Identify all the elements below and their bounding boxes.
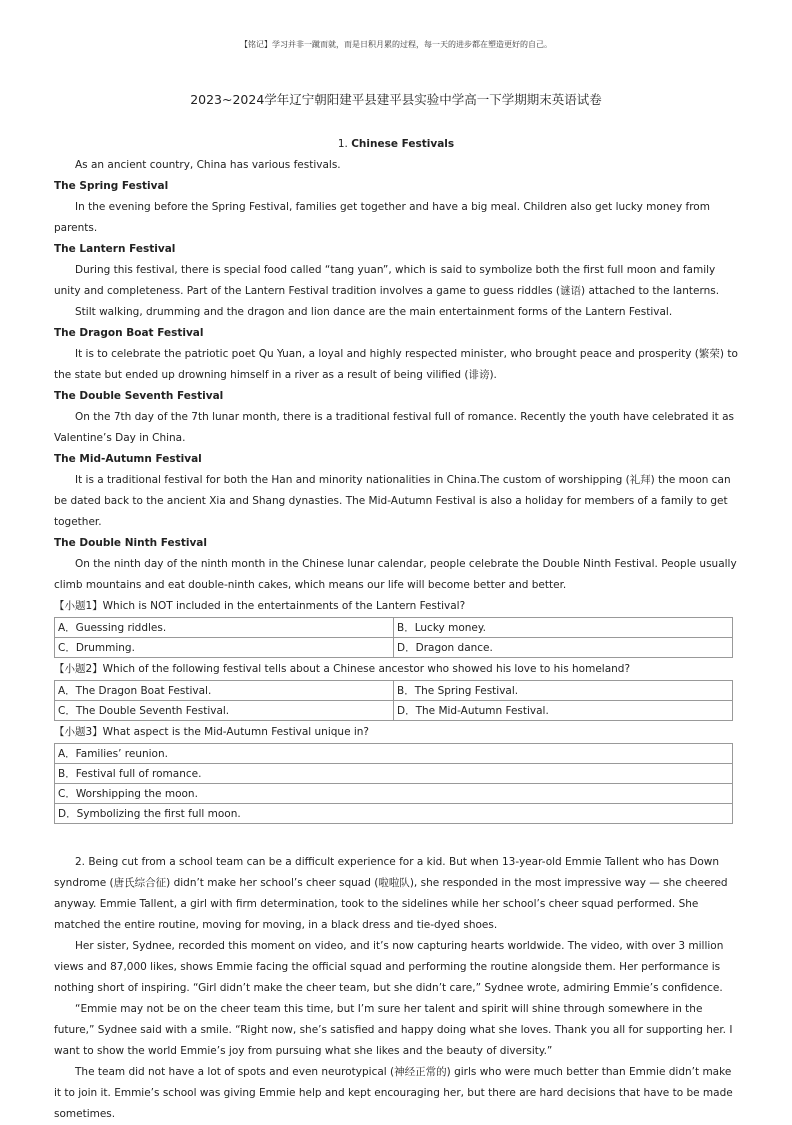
subquestion-3-options: [54, 743, 733, 824]
subquestion-2-options: [54, 680, 733, 721]
question-1-number: 1.: [337, 138, 348, 150]
section-paragraph: On the ninth day of the ninth month in the Chinese lunar calendar, people celebrate the Double Ninth Festival. People usually climb mountains and eat double-ninth cakes, which means our life will become better and better.: [54, 558, 737, 591]
exam-title: 2023~2024学年辽宁朝阳建平县建平县实验中学高一下学期期末英语试卷: [190, 92, 602, 107]
section-heading: The Double Ninth Festival: [54, 537, 207, 549]
subquestion-1-stem: 【小题1】Which is NOT included in the entertainments of the Lantern Festival?: [54, 600, 466, 612]
subquestion-2-stem: 【小题2】Which of the following festival tells about a Chinese ancestor who showed his love to his homeland?: [54, 663, 631, 675]
option-a[interactable]: A．Families’ reunion.: [55, 744, 733, 764]
question-2-paragraph: The team did not have a lot of spots and even neurotypical (神经正常的) girls who were much better than Emmie didn’t make it to join it. Emmie’s school was giving Emmie help and kept encouraging her, but there are hard decisions that have to be made sometimes.: [54, 1066, 733, 1120]
section-paragraph: It is a traditional festival for both the Han and minority nationalities in China.The custom of worshipping (礼拜) the moon can be dated back to the ancient Xia and Shang dynasties. The Mid-Autumn Festival is also a holiday for members of a family to get together.: [54, 474, 731, 528]
option-b[interactable]: B．Lucky money.: [394, 618, 733, 638]
option-d[interactable]: D．Dragon dance.: [394, 638, 733, 658]
section-heading: The Double Seventh Festival: [54, 390, 224, 402]
section-heading: The Spring Festival: [54, 180, 169, 192]
section-paragraph: Stilt walking, drumming and the dragon and lion dance are the main entertainment forms of the Lantern Festival.: [75, 306, 673, 318]
option-c[interactable]: C．Worshipping the moon.: [55, 784, 733, 804]
question-1-title: [54, 134, 738, 155]
option-a[interactable]: A．The Dragon Boat Festival.: [55, 681, 394, 701]
section-paragraph: On the 7th day of the 7th lunar month, there is a traditional festival full of romance. Recently the youth have celebrated it as Valentine’s Day in China.: [54, 411, 735, 444]
option-c[interactable]: C．Drumming.: [55, 638, 394, 658]
option-b[interactable]: B．Festival full of romance.: [55, 764, 733, 784]
option-a[interactable]: A．Guessing riddles.: [55, 618, 394, 638]
section-heading: The Mid-Autumn Festival: [54, 453, 202, 465]
section-paragraph: During this festival, there is special food called “tang yuan”, which is said to symbolize both the first full moon and family unity and completeness. Part of the Lantern Festival tradition involves a game to guess riddles (谜语) attached to the lanterns.: [54, 264, 720, 297]
question-2-paragraph: 2. Being cut from a school team can be a difficult experience for a kid. But when 13-year-old Emmie Tallent who has Down syndrome (唐氏综合征) didn’t make her school’s cheer squad (啦啦队), she responded in the most impressive way — she cheered anyway. Emmie Tallent, a girl with firm determination, took to the sidelines while her school’s cheer squad performed. She matched the entire routine, moving for moving, in a black dress and tie-dyed shoes.: [54, 856, 728, 931]
section-heading: The Dragon Boat Festival: [54, 327, 204, 339]
option-d[interactable]: D．Symbolizing the first full moon.: [55, 804, 733, 824]
section-paragraph: It is to celebrate the patriotic poet Qu Yuan, a loyal and highly respected minister, who brought peace and prosperity (繁荣) to the state but ended up drowning himself in a river as a result of being vilified (诽谤).: [54, 348, 738, 381]
subquestion-1-options: [54, 617, 733, 658]
question-1-heading: Chinese Festivals: [351, 138, 455, 150]
option-b[interactable]: B．The Spring Festival.: [394, 681, 733, 701]
option-d[interactable]: D．The Mid-Autumn Festival.: [394, 701, 733, 721]
header-note: 【铭记】学习并非一蹴而就，而是日积月累的过程，每一天的进步都在塑造更好的自己。: [240, 40, 552, 49]
spacer: [54, 825, 738, 852]
exam-content: [54, 134, 738, 1125]
section-heading: The Lantern Festival: [54, 243, 176, 255]
question-2-paragraph: Her sister, Sydnee, recorded this moment on video, and it’s now capturing hearts worldwide. The video, with over 3 million views and 87,000 likes, shows Emmie facing the official squad and performing the routine alongside them. Her performance is nothing short of inspiring. “Girl didn’t make the cheer team, but she didn’t care,” Sydnee wrote, admiring Emmie’s confidence.: [54, 940, 724, 994]
question-2-paragraph: “Emmie may not be on the cheer team this time, but I’m sure her talent and spirit will shine through somewhere in the future,” Sydnee said with a smile. “Right now, she’s satisfied and happy doing what she loves. Thank you all for supporting her. I want to show the world Emmie’s joy from pursuing what she likes and the beauty of diversity.”: [54, 1003, 733, 1057]
passage-intro: As an ancient country, China has various festivals.: [75, 159, 341, 171]
subquestion-3-stem: 【小题3】What aspect is the Mid-Autumn Festival unique in?: [54, 726, 370, 738]
option-c[interactable]: C．The Double Seventh Festival.: [55, 701, 394, 721]
section-paragraph: In the evening before the Spring Festival, families get together and have a big meal. Children also get lucky money from parents.: [54, 201, 710, 234]
